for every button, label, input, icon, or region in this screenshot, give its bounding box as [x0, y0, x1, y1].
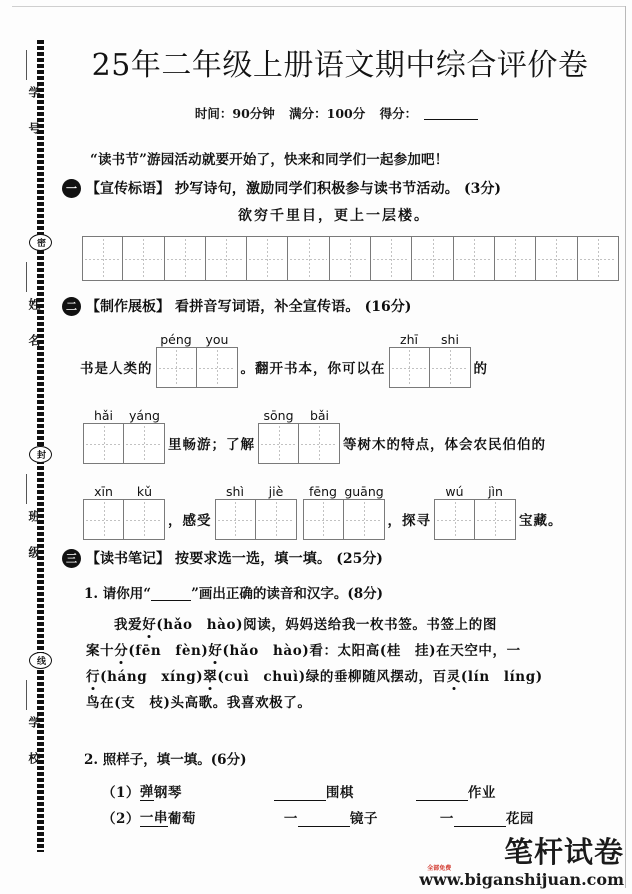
- writing-grid-cell[interactable]: [475, 499, 516, 540]
- seal-rule-0: [26, 50, 27, 80]
- writing-grid-cell[interactable]: [197, 347, 238, 388]
- pinyin-row-1: [80, 330, 488, 388]
- pinyin-row-3: [80, 482, 563, 540]
- writing-grid-cell[interactable]: [412, 236, 453, 281]
- pinyin-hint: [215, 485, 297, 498]
- seal-line-strip: [26, 40, 50, 852]
- pinyin-syllable: jiè: [268, 483, 284, 499]
- seal-circle-char-0: 密: [29, 234, 52, 251]
- pinyin-syllable: guāng: [344, 483, 384, 499]
- blank-prefix: 一: [283, 811, 298, 827]
- pinyin-answer-blank[interactable]: [156, 333, 238, 388]
- watermark-url: www.biganshijuan.com: [419, 870, 624, 889]
- copy-writing-grid[interactable]: [82, 236, 619, 281]
- score-blank-field[interactable]: [424, 119, 478, 120]
- section-two-heading: [62, 296, 618, 316]
- writing-grid-cell[interactable]: [344, 499, 385, 540]
- writing-grid-cell[interactable]: [330, 236, 371, 281]
- pinyin-answer-blank[interactable]: [434, 485, 516, 540]
- site-watermark: [419, 835, 624, 889]
- pinyin-answer-blank[interactable]: [389, 333, 471, 388]
- item-number: （2）: [102, 811, 140, 827]
- watermark-brand: 笔杆试卷: [503, 835, 624, 869]
- section-one-points: (3分): [464, 181, 501, 197]
- blank-noun: 围棋: [325, 785, 354, 801]
- seal-circle-char-2: 线: [29, 652, 52, 669]
- pinyin-answer-blank[interactable]: [83, 409, 165, 464]
- paper-meta: [62, 104, 606, 122]
- writing-grid-cell[interactable]: [82, 236, 123, 281]
- example-verb: 一串: [140, 806, 168, 827]
- blank-prefix: 一: [439, 811, 454, 827]
- answer-grid[interactable]: [434, 499, 516, 540]
- writing-grid-cell[interactable]: [434, 499, 475, 540]
- writing-grid-cell[interactable]: [165, 236, 206, 281]
- pinyin-syllable: sōng: [263, 407, 294, 423]
- sentence-text: ，感受: [168, 513, 212, 529]
- answer-blank[interactable]: [454, 826, 506, 827]
- example-object: 葡萄: [167, 811, 196, 827]
- seal-rule-2: [26, 474, 27, 504]
- answer-grid[interactable]: [83, 499, 165, 540]
- writing-grid-cell[interactable]: [206, 236, 247, 281]
- sentence-text: ，探寻: [387, 513, 431, 529]
- item-number: （1）: [102, 785, 140, 801]
- answer-blank[interactable]: [274, 800, 326, 801]
- writing-grid-cell[interactable]: [454, 236, 495, 281]
- passage-line-4[interactable]: 鸟在(支 枝)头高歌。我喜欢极了。: [86, 695, 312, 711]
- pinyin-syllable: bǎi: [309, 407, 330, 423]
- pinyin-syllable: you: [205, 331, 229, 347]
- question-2-items: [102, 775, 632, 827]
- section-two-points: (16分): [364, 299, 412, 315]
- section-three: [62, 548, 618, 568]
- passage-line-2[interactable]: 案十分(fēn fèn)好(hǎo hào)看：太阳高(桂 挂)在天空中，一: [86, 643, 521, 659]
- answer-grid[interactable]: [303, 499, 385, 540]
- writing-grid-cell[interactable]: [247, 236, 288, 281]
- writing-grid-cell[interactable]: [288, 236, 329, 281]
- section-two: [62, 296, 618, 316]
- question-1-label-post: ”画出正确的读音和汉字。: [191, 586, 348, 602]
- dotted-char[interactable]: 行: [86, 669, 101, 685]
- pinyin-syllable: zhī: [400, 331, 418, 347]
- sentence-text: 的: [473, 361, 488, 377]
- section-three-points: (25分): [336, 551, 383, 567]
- paper-content: [62, 0, 618, 894]
- pinyin-row-2: [80, 406, 546, 464]
- pinyin-syllable: fēng: [309, 483, 337, 499]
- section-number-badge: 三: [62, 549, 81, 568]
- section-one-title: 抄写诗句，激励同学们积极参与读书节活动。: [175, 181, 459, 197]
- pinyin-syllable: yáng: [129, 407, 160, 423]
- writing-grid-cell[interactable]: [83, 423, 124, 464]
- seal-circle-char-1: 封: [29, 446, 52, 463]
- intro-text: “读书节”游园活动就要开始了，快来和同学们一起参加吧！: [90, 152, 449, 168]
- sentence-text: 等树木的特点，体会农民伯伯的: [343, 437, 546, 453]
- seal-label-0: 学 号: [27, 86, 41, 139]
- answer-blank[interactable]: [298, 826, 350, 827]
- writing-grid-cell[interactable]: [495, 236, 536, 281]
- section-number-badge: 二: [62, 297, 81, 316]
- pinyin-hint: [83, 485, 165, 498]
- blank-noun: 镜子: [349, 811, 378, 827]
- writing-grid-cell[interactable]: [215, 499, 256, 540]
- meta-score-label: 得分：: [379, 106, 418, 121]
- writing-grid-cell[interactable]: [124, 499, 165, 540]
- underline-marker: [151, 600, 191, 601]
- answer-blank[interactable]: [416, 800, 468, 801]
- question-1-label-pre: 1. 请你用“: [84, 586, 152, 602]
- meta-time: 时间：90分钟: [194, 106, 275, 121]
- pinyin-answer-blank[interactable]: [215, 485, 297, 540]
- writing-grid-cell[interactable]: [578, 236, 619, 281]
- dotted-char[interactable]: 灵: [446, 669, 461, 685]
- pinyin-hint: [258, 409, 340, 422]
- writing-grid-cell[interactable]: [299, 423, 340, 464]
- pinyin-answer-blank[interactable]: [303, 485, 385, 540]
- answer-grid[interactable]: [156, 347, 238, 388]
- pinyin-syllable: shì: [226, 483, 244, 499]
- dotted-char[interactable]: 翠: [203, 669, 218, 685]
- pinyin-hint: [303, 485, 385, 498]
- pinyin-syllable: shi: [441, 331, 459, 347]
- pinyin-hint: [83, 409, 165, 422]
- writing-grid-cell[interactable]: [156, 347, 197, 388]
- answer-grid[interactable]: [215, 499, 297, 540]
- writing-grid-cell[interactable]: [303, 499, 344, 540]
- writing-grid-cell[interactable]: [536, 236, 577, 281]
- dotted-char[interactable]: 好: [208, 643, 223, 659]
- question-2-prompt: [84, 748, 632, 768]
- pinyin-syllable: kǔ: [136, 483, 153, 499]
- pinyin-syllable: hǎi: [93, 407, 114, 423]
- sentence-text: 宝藏。: [519, 513, 563, 529]
- answer-grid[interactable]: [83, 423, 165, 464]
- question-2-label-text: 2. 照样子，填一填。: [84, 752, 211, 768]
- pinyin-answer-blank[interactable]: [83, 485, 165, 540]
- section-one: [62, 178, 618, 198]
- section-three-heading: [62, 548, 618, 568]
- poem-to-copy: 欲穷千里目，更上一层楼。: [238, 208, 430, 224]
- pattern-item-1: [102, 775, 632, 801]
- seal-label-1: 姓 名: [27, 298, 41, 351]
- blank-noun: 花园: [505, 811, 534, 827]
- pinyin-syllable: xīn: [94, 483, 113, 499]
- writing-grid-cell[interactable]: [389, 347, 430, 388]
- meta-full-marks: 满分：100分: [289, 106, 366, 121]
- section-one-tag: 【宣传标语】: [86, 181, 170, 197]
- sentence-text: 书是人类的: [80, 361, 153, 377]
- dotted-char[interactable]: 分: [114, 643, 129, 659]
- pinyin-syllable: jìn: [488, 483, 503, 499]
- question-1-points: (8分): [347, 586, 383, 602]
- section-three-title: 按要求选一选，填一填。: [175, 551, 332, 567]
- sentence-text: 。翻开书本，你可以在: [240, 361, 386, 377]
- writing-grid-cell[interactable]: [123, 236, 164, 281]
- passage-line-1[interactable]: 我爱好(hǎo hào)阅读，妈妈送给我一枚书签。书签上的图: [114, 617, 497, 633]
- answer-grid[interactable]: [389, 347, 471, 388]
- section-two-tag: 【制作展板】: [86, 299, 170, 315]
- writing-grid-cell[interactable]: [371, 236, 412, 281]
- blank-noun: 作业: [467, 785, 496, 801]
- example-verb: 弹: [140, 780, 154, 801]
- answer-grid[interactable]: [258, 423, 340, 464]
- seal-label-3: 学 校: [27, 716, 41, 769]
- question-1-passage[interactable]: [86, 612, 632, 716]
- question-1-prompt: [84, 582, 632, 602]
- question-2-label: [84, 748, 632, 768]
- writing-grid-cell[interactable]: [258, 423, 299, 464]
- seal-rule-3: [26, 680, 27, 710]
- seal-label-2: 班 级: [27, 510, 41, 563]
- pinyin-hint: [434, 485, 516, 498]
- pinyin-hint: [156, 333, 238, 346]
- passage-line-3[interactable]: 行(háng xíng)翠(cuì chuì)绿的垂柳随风摆动，百灵(lín líng): [86, 669, 543, 685]
- example-object: 钢琴: [153, 785, 182, 801]
- writing-grid-cell[interactable]: [83, 499, 124, 540]
- section-one-heading: [62, 178, 618, 198]
- writing-grid-cell[interactable]: [256, 499, 297, 540]
- pinyin-hint: [389, 333, 471, 346]
- section-three-tag: 【读书笔记】: [86, 551, 170, 567]
- writing-grid-cell[interactable]: [124, 423, 165, 464]
- pinyin-syllable: wú: [445, 483, 464, 499]
- section-two-title: 看拼音写词语，补全宣传语。: [175, 299, 360, 315]
- writing-grid-cell[interactable]: [430, 347, 471, 388]
- question-1-label: [84, 582, 632, 602]
- pattern-item-2: [102, 801, 632, 827]
- watermark-free-tag: 全部免费: [427, 865, 452, 872]
- pinyin-answer-blank[interactable]: [258, 409, 340, 464]
- page-title: 25年二年级上册语文期中综合评价卷: [91, 48, 589, 83]
- section-number-badge: 一: [62, 179, 81, 198]
- seal-rule-1: [26, 262, 27, 292]
- dotted-char[interactable]: 好: [142, 617, 157, 633]
- sentence-text: 里畅游；了解: [168, 437, 255, 453]
- pinyin-syllable: péng: [160, 331, 192, 347]
- question-2-points: (6分): [210, 752, 247, 768]
